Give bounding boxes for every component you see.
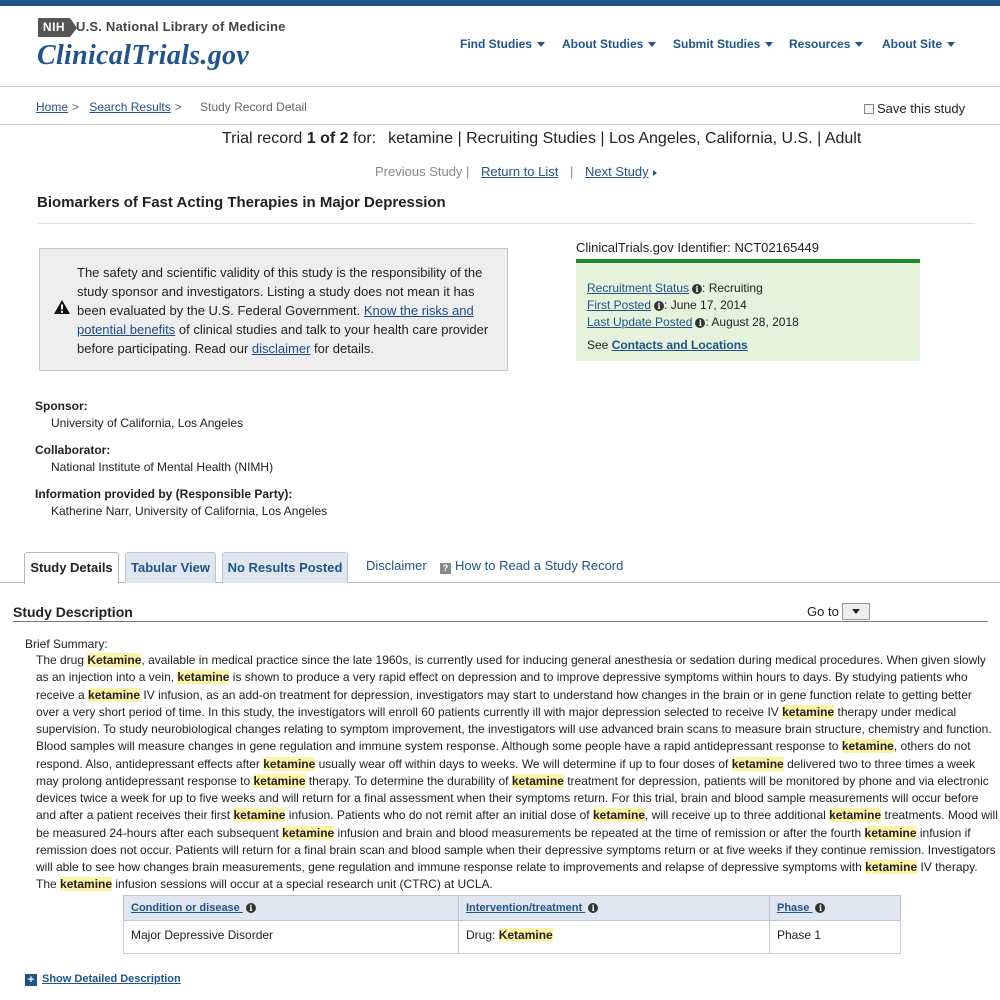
sponsor-value: University of California, Los Angeles: [51, 416, 244, 430]
warning-icon: [53, 299, 71, 315]
first-posted-row: [587, 298, 747, 312]
disclaimer-box: [39, 248, 508, 371]
info-icon[interactable]: i: [815, 903, 825, 913]
caret-down-icon: [855, 42, 863, 47]
previous-study-disabled: Previous Study |: [375, 164, 470, 179]
return-to-list-link[interactable]: Return to List: [481, 164, 559, 179]
info-icon[interactable]: i: [692, 284, 702, 294]
summary-text-part: infusion and brain and blood measurements be repeated at the time of remission or after the fourth: [334, 825, 865, 840]
recruitment-status-link[interactable]: Recruitment Status: [587, 281, 690, 295]
info-icon[interactable]: i: [588, 903, 598, 913]
phase-header[interactable]: [770, 896, 901, 921]
nlm-link[interactable]: U.S. National Library of Medicine: [76, 19, 286, 34]
disclaimer-text-part: The safety and scientific validity of this study is the responsibility of the study sponsor and investigators. Listing a study does not mean it has been evaluated by the U.S. Federal Government.: [77, 265, 483, 318]
study-title: Biomarkers of Fast Acting Therapies in Major Depression: [37, 194, 446, 211]
summary-text-part: treatments. Mood will be measured 24-hours after each subsequent: [36, 808, 998, 840]
keyword-highlight: ketamine: [864, 825, 917, 840]
intervention-drug: Ketamine: [498, 928, 553, 942]
nav-separator: |: [570, 164, 574, 179]
keyword-highlight: ketamine: [731, 756, 784, 771]
how-to-read-link[interactable]: [440, 558, 623, 574]
summary-text-part: infusion. Patients who do not remit after an initial dose of: [285, 808, 593, 823]
section-heading: Study Description: [13, 604, 133, 620]
next-study-link[interactable]: Next Study: [585, 164, 649, 179]
trial-record-count: 1 of 2: [306, 130, 349, 147]
summary-text-part: , available in medical practice since the late 1960s, is currently used for inducing general anesthesia or sedation during medical procedures. When given slowly as an injection into a vein,: [36, 653, 986, 685]
caret-down-icon: [765, 42, 773, 47]
goto-dropdown[interactable]: [842, 603, 870, 620]
summary-text-part: delivered two to three times a week may prolong antidepressant response to: [36, 756, 976, 788]
trial-record-heading: [222, 130, 861, 148]
nav-label: Submit Studies: [673, 37, 761, 51]
nav-resources[interactable]: [789, 37, 863, 51]
checkbox-icon[interactable]: [864, 104, 874, 114]
how-to-read-label: How to Read a Study Record: [455, 558, 624, 573]
summary-text-part: IV therapy. The: [36, 860, 978, 892]
site-logo[interactable]: ClinicalTrials.gov: [37, 40, 250, 71]
info-icon[interactable]: i: [654, 301, 664, 311]
header-label: Intervention/treatment: [466, 902, 583, 914]
keyword-highlight: ketamine: [865, 860, 918, 874]
last-update-row: [587, 315, 799, 329]
nav-label: Resources: [789, 37, 851, 51]
responsible-party-value: Katherine Narr, University of California, Los Angeles: [51, 504, 328, 518]
save-study-label: Save this study: [877, 101, 966, 116]
summary-text-part: , will receive up to three additional: [645, 808, 830, 823]
risks-benefits-link[interactable]: Know the risks and potential benefits: [77, 303, 474, 337]
table-row: [124, 921, 901, 954]
info-icon[interactable]: i: [246, 903, 256, 913]
summary-text-part: infusion sessions will occur at a special research unit (CTRC) at UCLA.: [112, 877, 493, 892]
breadcrumb-current: Study Record Detail: [200, 100, 307, 114]
study-identifier: ClinicalTrials.gov Identifier: NCT02165449: [576, 240, 820, 255]
condition-header[interactable]: [124, 896, 459, 921]
nav-label: About Site: [882, 37, 942, 51]
caret-down-icon: [648, 42, 656, 47]
tab-tabular-view[interactable]: Tabular View: [125, 552, 216, 583]
header-label: Phase: [777, 902, 810, 914]
brief-summary-text: [36, 652, 998, 894]
keyword-highlight: ketamine: [511, 773, 564, 788]
summary-text-part: infusion if remission does not occur. Patients will return for a final brain scan and blood sample when their depressive symptoms return or at five weeks if they continue remission. Investigators will able to see how changes brain measurements, gene regulation and immune response relate to improvements and relapse of depressive symptoms with: [36, 825, 996, 874]
caret-down-icon: [947, 42, 955, 47]
help-icon: ?: [440, 563, 451, 574]
breadcrumb: [36, 100, 307, 114]
keyword-highlight: ketamine: [592, 808, 646, 823]
tab-disclaimer[interactable]: Disclaimer: [366, 558, 427, 573]
intervention-cell: [459, 921, 770, 954]
nav-submit-studies[interactable]: [673, 37, 773, 51]
disclaimer-link[interactable]: disclaimer: [251, 341, 311, 356]
divider: [13, 621, 988, 622]
nav-label: Find Studies: [460, 37, 532, 51]
breadcrumb-separator: >: [72, 100, 80, 114]
tab-no-results-posted[interactable]: No Results Posted: [222, 552, 348, 583]
contacts-locations-link[interactable]: Contacts and Locations: [611, 338, 748, 352]
collaborator-label: Collaborator:: [35, 443, 111, 457]
nav-find-studies[interactable]: [460, 37, 545, 51]
search-query: ketamine | Recruiting Studies | Los Angeles, California, U.S. | Adult: [388, 130, 862, 147]
nih-logo-icon[interactable]: NIH: [38, 18, 70, 37]
keyword-highlight: ketamine: [60, 877, 113, 892]
goto-label: Go to: [807, 604, 839, 619]
divider: [0, 124, 1000, 125]
intervention-prefix: Drug:: [466, 928, 499, 942]
contacts-row: [587, 338, 748, 352]
condition-cell: Major Depressive Disorder: [124, 921, 459, 954]
save-study-checkbox[interactable]: [864, 101, 965, 116]
keyword-highlight: ketamine: [233, 808, 286, 823]
responsible-party-label: Information provided by (Responsible Party):: [35, 487, 293, 501]
summary-text-part: treatment for depression, patients will be monitored by phone and via electronic devices twice a week for up to five weeks and will return for a final assessment when their symptoms return. For this trial, brain and blood sample measurements will occur before and after a patient receives their first: [36, 773, 989, 823]
disclaimer-text-part: for details.: [310, 341, 374, 356]
nav-about-studies[interactable]: [562, 37, 656, 51]
last-update-value: : August 28, 2018: [705, 315, 799, 329]
plus-icon: +: [25, 974, 37, 986]
collaborator-value: National Institute of Mental Health (NIMH): [51, 460, 274, 474]
header-label: Condition or disease: [131, 902, 240, 914]
disclaimer-text-part: of clinical studies and talk to your health care provider before participating. Read our: [77, 322, 489, 356]
tab-study-details[interactable]: Study Details: [24, 552, 119, 584]
nav-about-site[interactable]: [882, 37, 955, 51]
summary-text-part: IV infusion, as an add-on treatment for depression, investigators may start to understand how changes in the brain or in gene function relate to getting better over a very short period of time. In this study, the investigators will enroll 60 patients currently ill with major depression selected to receive IV: [36, 687, 972, 719]
summary-text-part: is shown to produce a very rapid effect on depression and to improve depressive symptoms within hours to days. By studying patients who receive a: [36, 670, 968, 702]
show-detailed-label: Show Detailed Description: [42, 973, 181, 985]
keyword-highlight: Ketamine: [87, 653, 142, 667]
summary-text-part: The drug: [36, 653, 88, 667]
trial-record-prefix: Trial record: [222, 130, 307, 147]
summary-text-part: , others do not respond. Also, antidepressant effects after: [36, 739, 971, 771]
see-label: See: [587, 338, 612, 352]
phase-cell: Phase 1: [770, 921, 901, 954]
breadcrumb-home-link[interactable]: Home: [36, 100, 69, 114]
keyword-highlight: ketamine: [253, 773, 306, 788]
table-header-row: [124, 896, 901, 921]
brief-summary-label: Brief Summary:: [25, 637, 108, 651]
keyword-highlight: ketamine: [177, 670, 230, 685]
conditions-table: [123, 895, 901, 954]
breadcrumb-separator: >: [174, 100, 182, 114]
summary-text-part: therapy. To determine the durability of: [305, 773, 512, 788]
recruitment-status-row: [587, 281, 763, 295]
summary-text-part: therapy under medical supervision. To study neurobiological changes relating to symptom improvement, the investigators will use advanced brain scans to measure brain structure, chemistry and function. Blood samples will measure changes in gene regulation and immune system response. Although some people have a rapid antidepressant response to: [36, 704, 992, 754]
show-detailed-description-link[interactable]: [25, 973, 181, 986]
intervention-header[interactable]: [459, 896, 770, 921]
keyword-highlight: ketamine: [263, 756, 316, 771]
last-update-link[interactable]: Last Update Posted: [587, 315, 693, 329]
keyword-highlight: ketamine: [782, 704, 835, 719]
first-posted-link[interactable]: First Posted: [587, 298, 652, 312]
keyword-highlight: ketamine: [841, 739, 894, 754]
disclaimer-text: [77, 263, 497, 358]
arrow-right-icon: [653, 170, 657, 176]
status-box: [576, 259, 920, 361]
breadcrumb-search-results-link[interactable]: Search Results: [89, 100, 171, 114]
keyword-highlight: ketamine: [282, 825, 335, 840]
divider: [37, 223, 975, 224]
study-navigation: [375, 164, 657, 179]
summary-text-part: usually wear off within days to weeks. We will determine if up to four doses of: [315, 756, 732, 771]
sponsor-label: Sponsor:: [35, 399, 88, 413]
site-header: [0, 6, 1000, 87]
first-posted-value: : June 17, 2014: [664, 298, 747, 312]
keyword-highlight: ketamine: [88, 687, 141, 702]
nav-label: About Studies: [562, 37, 644, 51]
info-icon[interactable]: i: [695, 318, 705, 328]
keyword-highlight: ketamine: [829, 808, 882, 823]
trial-record-suffix: for:: [348, 130, 377, 147]
recruitment-status-value: : Recruiting: [702, 281, 763, 295]
caret-down-icon: [537, 42, 545, 47]
